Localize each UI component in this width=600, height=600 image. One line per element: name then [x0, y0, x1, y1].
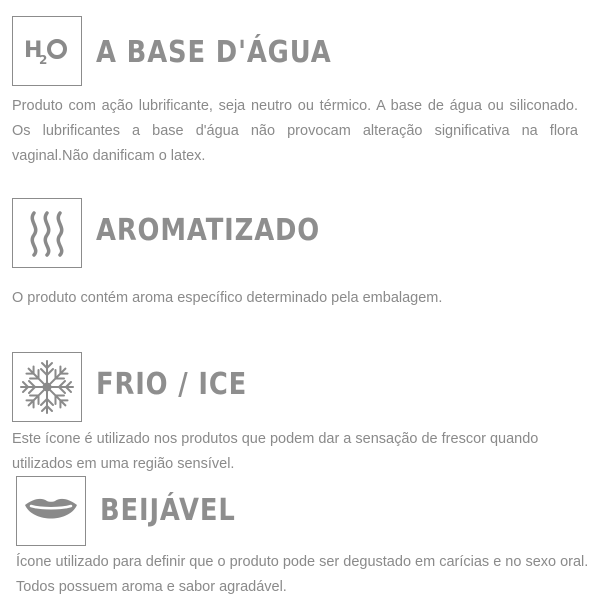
section-description: Este ícone é utilizado nos produtos que podem dar a sensação de frescor quando utilizados em uma região sensível.	[12, 431, 539, 472]
aroma-waves-icon	[25, 209, 69, 257]
snowflake-icon-box	[12, 352, 82, 422]
snowflake-icon	[18, 358, 76, 416]
h2o-icon	[22, 31, 72, 71]
svg-text:2: 2	[39, 53, 48, 67]
section-title: FRIO / ICE	[96, 367, 248, 402]
lips-icon	[23, 495, 79, 527]
section-title: A BASE D'ÁGUA	[96, 35, 332, 70]
section-title: AROMATIZADO	[96, 213, 321, 248]
lips-icon-box	[16, 476, 86, 546]
svg-text:H: H	[24, 38, 43, 63]
section-description: Ícone utilizado para definir que o produto pode ser degustado em carícias e no sexo oral. Todos possuem aroma e sabor agradável.	[16, 554, 589, 595]
section-title: BEIJÁVEL	[100, 493, 236, 528]
aroma-icon-box	[12, 198, 82, 268]
h2o-icon-box	[12, 16, 82, 86]
section-description: O produto contém aroma específico determinado pela embalagem.	[12, 290, 443, 306]
section-description: Produto com ação lubrificante, seja neutro ou térmico. A base de água ou siliconado. Os lubrificantes a base d'água não provocam alteração significativa na flora vaginal.Não danificam o latex.	[12, 98, 578, 164]
